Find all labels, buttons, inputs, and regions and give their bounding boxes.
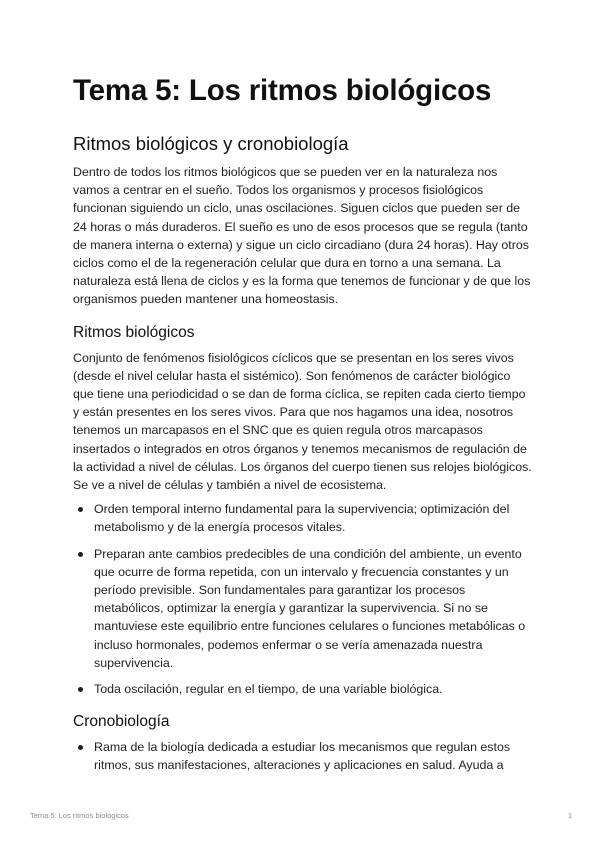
page-title: Tema 5: Los ritmos biológicos [73,74,492,107]
footer-page-number: 1 [567,811,572,820]
list-item [73,545,533,672]
bullet-dot-icon [78,552,83,557]
section-heading-ritmos-biologicos: Ritmos biológicos [73,323,195,341]
bullet-dot-icon [78,687,83,692]
bullet-list-cronobiologia [73,738,533,774]
section-paragraph-ritmos: Conjunto de fenómenos fisiológicos cíclicos que se presentan en los seres vivos (desde el nivel celular hasta el sistémico). Son fenómenos de carácter biológico que tiene una periodicidad o se dan de forma cíclica, se repiten cada cierto tiempo y están presentes en los seres vivos. Para que nos hagamos una idea, nosotros tenemos un marcapasos en el SNC que es quien regula otros marcapasos insertados o integrados en otros órganos y tenemos mecanismos de regulación de la actividad a nivel de células. Los órganos del cuerpo tienen sus relojes biológicos. Se ve a nivel de células y también a nivel de ecosistema. [73,350,532,493]
bullet-dot-icon [78,507,83,512]
footer-document-title: Tema 5: Los ritmos biológicos [30,811,129,820]
list-item [73,680,533,698]
section-heading-cronobiologia: Cronobiología [73,713,170,731]
document-content [73,72,533,783]
bullet-list-ritmos [73,500,533,698]
section-paragraph-intro: Dentro de todos los ritmos biológicos que se pueden ver en la naturaleza nos vamos a centrar en el sueño. Todos los organismos y procesos fisiológicos funcionan siguiendo un ciclo, unas oscilaciones. Siguen ciclos que pueden ser de 24 horas o más duraderos. El sueño es uno de esos procesos que se regula (tanto de manera interna o externa) y sigue un ciclo circadiano (dura 24 horas). Hay otros ciclos como el de la regeneración celular que dura en torno a una semana. La naturaleza está llena de ciclos y es la forma que tenemos de funcionar y de que los organismos pueden mantener una homeostasis. [73,165,531,307]
section-heading-ritmos-cronobiologia: Ritmos biológicos y cronobiología [73,133,349,154]
list-item [73,738,533,774]
list-item-text: Toda oscilación, regular en el tiempo, de una variable biológica. [94,682,443,697]
list-item-text: Preparan ante cambios predecibles de una condición del ambiente, un evento que ocurre de forma repetida, con un intervalo y frecuencia constantes y un período previsible. Son fundamentales para garantizar los procesos metabólicos, optimizar la energía y garantizar la supervivencia. Si no se mantuviese este equilibrio entre funciones celulares o funciones metabólicas o incluso hormonales, podemos enfermar o se vería amenazada nuestra supervivencia. [94,546,526,670]
list-item-text: Orden temporal interno fundamental para la supervivencia; optimización del metabolismo y de la energía procesos vitales. [94,502,510,535]
list-item [73,500,533,536]
list-item-text: Rama de la biología dedicada a estudiar los mecanismos que regulan estos ritmos, sus manifestaciones, alteraciones y aplicaciones en salud. Ayuda a [94,740,511,773]
bullet-dot-icon [78,745,83,750]
